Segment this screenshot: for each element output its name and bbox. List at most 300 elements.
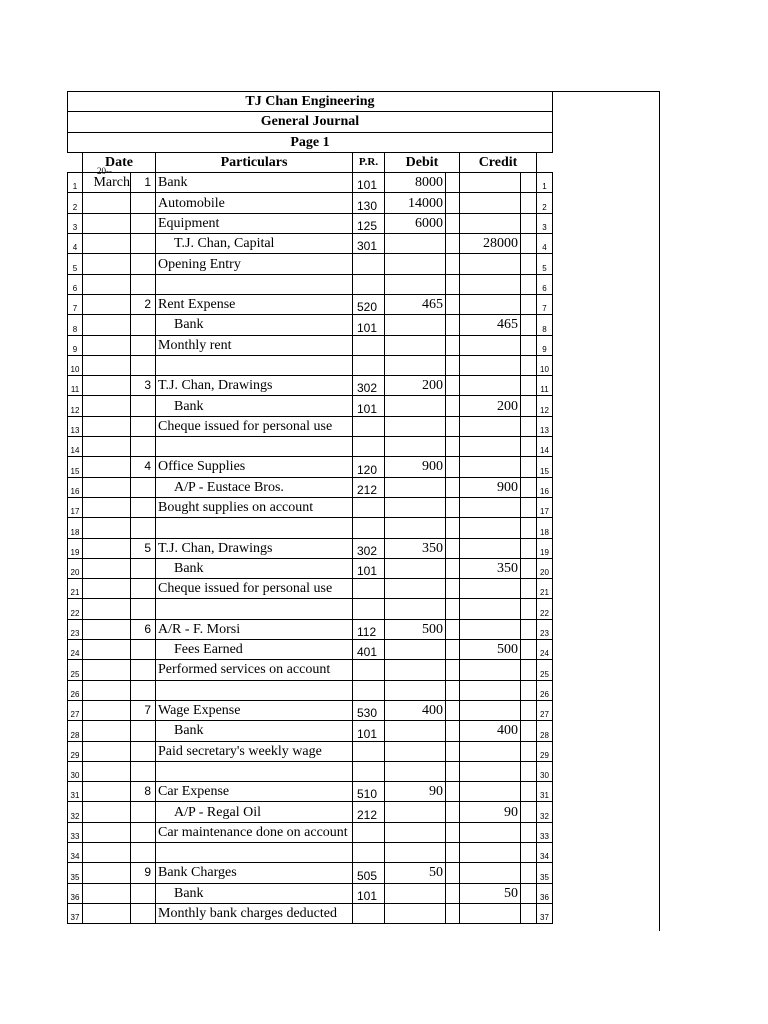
credit-cell — [460, 497, 521, 517]
debit-header: Debit — [385, 152, 460, 172]
debit-cell — [385, 599, 446, 619]
day-cell — [131, 822, 156, 842]
month-cell — [83, 558, 131, 578]
debit-cell — [385, 355, 446, 375]
row-number-right: 36 — [537, 883, 553, 903]
particulars-cell: A/P - Regal Oil — [156, 802, 353, 822]
debit-cell — [385, 234, 446, 254]
pr-cell: 530 — [353, 700, 385, 720]
credit-cell — [460, 376, 521, 396]
particulars-cell — [156, 680, 353, 700]
day-cell — [131, 802, 156, 822]
debit-cell — [385, 680, 446, 700]
month-cell — [83, 883, 131, 903]
row-number: 6 — [68, 274, 83, 294]
credit-spacer — [521, 579, 537, 599]
debit-cell — [385, 883, 446, 903]
journal-row — [68, 234, 553, 254]
day-cell — [131, 842, 156, 862]
day-cell: 7 — [131, 700, 156, 720]
month-cell — [83, 619, 131, 639]
particulars-cell: Bank — [156, 721, 353, 741]
row-number: 29 — [68, 741, 83, 761]
credit-spacer — [521, 437, 537, 457]
month-cell — [83, 416, 131, 436]
credit-spacer — [521, 376, 537, 396]
row-number-right: 34 — [537, 842, 553, 862]
journal-row — [68, 619, 553, 639]
row-number: 11 — [68, 376, 83, 396]
day-cell — [131, 741, 156, 761]
day-cell — [131, 903, 156, 923]
day-cell — [131, 335, 156, 355]
month-cell — [83, 660, 131, 680]
month-cell — [83, 193, 131, 213]
month-cell — [83, 497, 131, 517]
row-number-right: 16 — [537, 477, 553, 497]
journal-row — [68, 497, 553, 517]
row-number: 22 — [68, 599, 83, 619]
credit-cell — [460, 437, 521, 457]
credit-cell — [460, 599, 521, 619]
row-number-right: 31 — [537, 782, 553, 802]
debit-cell — [385, 518, 446, 538]
month-cell — [83, 437, 131, 457]
debit-spacer — [446, 883, 460, 903]
month-cell: March — [83, 173, 131, 193]
credit-cell — [460, 822, 521, 842]
particulars-cell — [156, 518, 353, 538]
row-number: 17 — [68, 497, 83, 517]
debit-spacer — [446, 254, 460, 274]
month-cell — [83, 903, 131, 923]
day-cell — [131, 213, 156, 233]
credit-spacer — [521, 660, 537, 680]
row-number-right: 21 — [537, 579, 553, 599]
row-number: 14 — [68, 437, 83, 457]
day-cell — [131, 193, 156, 213]
row-number-right: 15 — [537, 457, 553, 477]
pr-cell: 101 — [353, 315, 385, 335]
day-cell — [131, 761, 156, 781]
debit-cell — [385, 396, 446, 416]
debit-spacer — [446, 721, 460, 741]
pr-cell: 130 — [353, 193, 385, 213]
particulars-cell: A/R - F. Morsi — [156, 619, 353, 639]
pr-cell — [353, 822, 385, 842]
credit-spacer — [521, 335, 537, 355]
row-number: 9 — [68, 335, 83, 355]
journal-row — [68, 173, 553, 193]
credit-cell — [460, 680, 521, 700]
debit-cell — [385, 254, 446, 274]
month-cell — [83, 721, 131, 741]
month-cell — [83, 863, 131, 883]
debit-spacer — [446, 700, 460, 720]
row-number-right: 25 — [537, 660, 553, 680]
row-number-right: 17 — [537, 497, 553, 517]
debit-cell — [385, 660, 446, 680]
debit-spacer — [446, 193, 460, 213]
credit-header: Credit — [460, 152, 537, 172]
debit-cell — [385, 315, 446, 335]
row-number-right: 4 — [537, 234, 553, 254]
debit-spacer — [446, 538, 460, 558]
particulars-cell: Bought supplies on account — [156, 497, 353, 517]
credit-cell — [460, 903, 521, 923]
month-cell — [83, 376, 131, 396]
debit-spacer — [446, 761, 460, 781]
row-number-right: 22 — [537, 599, 553, 619]
pr-cell — [353, 842, 385, 862]
pr-cell — [353, 416, 385, 436]
row-number: 15 — [68, 457, 83, 477]
particulars-cell: Opening Entry — [156, 254, 353, 274]
row-number-right: 11 — [537, 376, 553, 396]
row-number-right: 32 — [537, 802, 553, 822]
credit-spacer — [521, 599, 537, 619]
pr-cell: 505 — [353, 863, 385, 883]
pr-cell: 302 — [353, 538, 385, 558]
month-cell — [83, 396, 131, 416]
credit-cell: 900 — [460, 477, 521, 497]
debit-cell — [385, 721, 446, 741]
journal-row — [68, 193, 553, 213]
day-cell — [131, 579, 156, 599]
debit-spacer — [446, 599, 460, 619]
debit-cell: 200 — [385, 376, 446, 396]
pr-cell: 212 — [353, 477, 385, 497]
credit-spacer — [521, 700, 537, 720]
credit-cell: 465 — [460, 315, 521, 335]
credit-spacer — [521, 294, 537, 314]
pr-cell: 212 — [353, 802, 385, 822]
row-number: 20 — [68, 558, 83, 578]
pr-cell: 101 — [353, 173, 385, 193]
row-number: 27 — [68, 700, 83, 720]
day-cell — [131, 254, 156, 274]
debit-cell: 465 — [385, 294, 446, 314]
journal-title: General Journal — [68, 112, 553, 132]
debit-cell — [385, 274, 446, 294]
journal-row — [68, 700, 553, 720]
journal-row — [68, 782, 553, 802]
debit-cell — [385, 335, 446, 355]
credit-cell — [460, 538, 521, 558]
month-cell — [83, 822, 131, 842]
journal-row — [68, 518, 553, 538]
debit-cell: 350 — [385, 538, 446, 558]
pr-header: P.R. — [353, 152, 385, 172]
journal-row — [68, 274, 553, 294]
debit-cell: 500 — [385, 619, 446, 639]
pr-cell: 101 — [353, 558, 385, 578]
debit-spacer — [446, 396, 460, 416]
particulars-cell: Bank — [156, 396, 353, 416]
month-cell — [83, 741, 131, 761]
journal-row — [68, 396, 553, 416]
pr-cell: 520 — [353, 294, 385, 314]
debit-cell: 50 — [385, 863, 446, 883]
journal-row — [68, 437, 553, 457]
credit-cell — [460, 761, 521, 781]
debit-cell — [385, 558, 446, 578]
journal-row — [68, 558, 553, 578]
debit-spacer — [446, 680, 460, 700]
particulars-cell: Bank — [156, 173, 353, 193]
pr-cell: 125 — [353, 213, 385, 233]
day-cell — [131, 721, 156, 741]
row-number: 18 — [68, 518, 83, 538]
pr-cell — [353, 680, 385, 700]
row-number-right: 13 — [537, 416, 553, 436]
debit-spacer — [446, 274, 460, 294]
debit-cell: 90 — [385, 782, 446, 802]
row-number: 32 — [68, 802, 83, 822]
credit-cell — [460, 416, 521, 436]
row-number-right: 3 — [537, 213, 553, 233]
credit-cell — [460, 863, 521, 883]
journal-row — [68, 883, 553, 903]
pr-cell: 101 — [353, 396, 385, 416]
pr-cell: 101 — [353, 721, 385, 741]
page-number: Page 1 — [68, 132, 553, 152]
row-number: 3 — [68, 213, 83, 233]
pr-cell — [353, 599, 385, 619]
month-cell — [83, 315, 131, 335]
credit-cell — [460, 782, 521, 802]
row-number: 23 — [68, 619, 83, 639]
pr-cell: 120 — [353, 457, 385, 477]
row-number: 1 — [68, 173, 83, 193]
debit-spacer — [446, 355, 460, 375]
row-number-right: 35 — [537, 863, 553, 883]
credit-cell — [460, 335, 521, 355]
debit-spacer — [446, 822, 460, 842]
credit-spacer — [521, 538, 537, 558]
particulars-cell — [156, 842, 353, 862]
credit-cell — [460, 294, 521, 314]
month-cell — [83, 457, 131, 477]
particulars-cell: Fees Earned — [156, 640, 353, 660]
row-number-right: 27 — [537, 700, 553, 720]
row-number-right: 24 — [537, 640, 553, 660]
particulars-cell: Rent Expense — [156, 294, 353, 314]
row-number: 34 — [68, 842, 83, 862]
journal-row — [68, 213, 553, 233]
day-cell: 6 — [131, 619, 156, 639]
particulars-cell: Monthly bank charges deducted — [156, 903, 353, 923]
row-number-right: 20 — [537, 558, 553, 578]
debit-cell: 400 — [385, 700, 446, 720]
credit-cell — [460, 741, 521, 761]
credit-spacer — [521, 518, 537, 538]
pr-cell — [353, 579, 385, 599]
credit-spacer — [521, 842, 537, 862]
debit-cell — [385, 741, 446, 761]
credit-spacer — [521, 558, 537, 578]
debit-cell — [385, 497, 446, 517]
debit-spacer — [446, 457, 460, 477]
row-number: 16 — [68, 477, 83, 497]
journal-row — [68, 660, 553, 680]
credit-cell — [460, 254, 521, 274]
journal-row — [68, 680, 553, 700]
journal-row — [68, 741, 553, 761]
debit-cell — [385, 842, 446, 862]
debit-spacer — [446, 518, 460, 538]
row-number: 31 — [68, 782, 83, 802]
pr-cell: 401 — [353, 640, 385, 660]
pr-cell: 112 — [353, 619, 385, 639]
row-number: 5 — [68, 254, 83, 274]
day-cell — [131, 599, 156, 619]
credit-cell — [460, 173, 521, 193]
pr-cell — [353, 497, 385, 517]
particulars-cell: Wage Expense — [156, 700, 353, 720]
debit-spacer — [446, 437, 460, 457]
debit-spacer — [446, 782, 460, 802]
credit-cell — [460, 700, 521, 720]
credit-cell: 28000 — [460, 234, 521, 254]
credit-cell — [460, 518, 521, 538]
debit-cell: 14000 — [385, 193, 446, 213]
day-cell — [131, 274, 156, 294]
pr-cell — [353, 335, 385, 355]
debit-cell — [385, 416, 446, 436]
sheet-top-border — [552, 91, 660, 92]
credit-cell — [460, 842, 521, 862]
debit-spacer — [446, 213, 460, 233]
row-number-right: 6 — [537, 274, 553, 294]
credit-spacer — [521, 822, 537, 842]
row-number: 7 — [68, 294, 83, 314]
credit-spacer — [521, 274, 537, 294]
debit-spacer — [446, 477, 460, 497]
journal-row — [68, 863, 553, 883]
particulars-cell: Car maintenance done on account — [156, 822, 353, 842]
row-number-right: 10 — [537, 355, 553, 375]
debit-spacer — [446, 294, 460, 314]
row-number-right: 9 — [537, 335, 553, 355]
row-number: 4 — [68, 234, 83, 254]
row-number: 24 — [68, 640, 83, 660]
journal-row — [68, 355, 553, 375]
journal-row — [68, 294, 553, 314]
day-cell — [131, 680, 156, 700]
row-number-right: 5 — [537, 254, 553, 274]
credit-spacer — [521, 640, 537, 660]
month-cell — [83, 335, 131, 355]
credit-spacer — [521, 213, 537, 233]
month-cell — [83, 254, 131, 274]
row-number-right: 7 — [537, 294, 553, 314]
debit-spacer — [446, 173, 460, 193]
row-number-right: 26 — [537, 680, 553, 700]
row-number: 36 — [68, 883, 83, 903]
debit-cell — [385, 903, 446, 923]
day-cell: 3 — [131, 376, 156, 396]
debit-spacer — [446, 802, 460, 822]
debit-cell — [385, 761, 446, 781]
credit-spacer — [521, 883, 537, 903]
row-number-right: 23 — [537, 619, 553, 639]
pr-cell — [353, 254, 385, 274]
journal-row — [68, 376, 553, 396]
month-cell — [83, 294, 131, 314]
month-cell — [83, 355, 131, 375]
journal-row — [68, 538, 553, 558]
journal-row — [68, 254, 553, 274]
credit-spacer — [521, 234, 537, 254]
month-cell — [83, 599, 131, 619]
credit-cell: 50 — [460, 883, 521, 903]
particulars-cell: Bank — [156, 558, 353, 578]
day-cell: 5 — [131, 538, 156, 558]
credit-cell — [460, 619, 521, 639]
particulars-cell: Equipment — [156, 213, 353, 233]
credit-spacer — [521, 782, 537, 802]
day-cell — [131, 234, 156, 254]
pr-cell: 101 — [353, 883, 385, 903]
particulars-cell — [156, 437, 353, 457]
credit-spacer — [521, 477, 537, 497]
credit-cell — [460, 193, 521, 213]
credit-cell — [460, 660, 521, 680]
row-number-right: 37 — [537, 903, 553, 923]
credit-cell: 90 — [460, 802, 521, 822]
general-journal — [67, 91, 553, 924]
pr-cell: 301 — [353, 234, 385, 254]
row-number: 37 — [68, 903, 83, 923]
credit-cell: 350 — [460, 558, 521, 578]
credit-spacer — [521, 396, 537, 416]
date-header: Date — [83, 152, 156, 172]
particulars-cell: Performed services on account — [156, 660, 353, 680]
row-number-right: 14 — [537, 437, 553, 457]
credit-spacer — [521, 355, 537, 375]
debit-spacer — [446, 497, 460, 517]
day-cell — [131, 660, 156, 680]
row-number: 25 — [68, 660, 83, 680]
debit-cell — [385, 640, 446, 660]
debit-cell — [385, 477, 446, 497]
journal-row — [68, 761, 553, 781]
credit-spacer — [521, 457, 537, 477]
sheet-right-border — [659, 91, 660, 931]
day-cell: 4 — [131, 457, 156, 477]
row-number: 19 — [68, 538, 83, 558]
month-cell — [83, 234, 131, 254]
row-number: 2 — [68, 193, 83, 213]
debit-cell: 8000 — [385, 173, 446, 193]
journal-row — [68, 599, 553, 619]
particulars-cell: Bank — [156, 315, 353, 335]
pr-cell — [353, 903, 385, 923]
month-cell — [83, 700, 131, 720]
row-number-right: 18 — [537, 518, 553, 538]
row-number: 21 — [68, 579, 83, 599]
row-number-right: 19 — [537, 538, 553, 558]
pr-cell — [353, 660, 385, 680]
row-number-right: 29 — [537, 741, 553, 761]
journal-row — [68, 579, 553, 599]
particulars-cell: T.J. Chan, Drawings — [156, 538, 353, 558]
day-cell — [131, 396, 156, 416]
debit-spacer — [446, 842, 460, 862]
day-cell — [131, 315, 156, 335]
company-name: TJ Chan Engineering — [68, 92, 553, 112]
